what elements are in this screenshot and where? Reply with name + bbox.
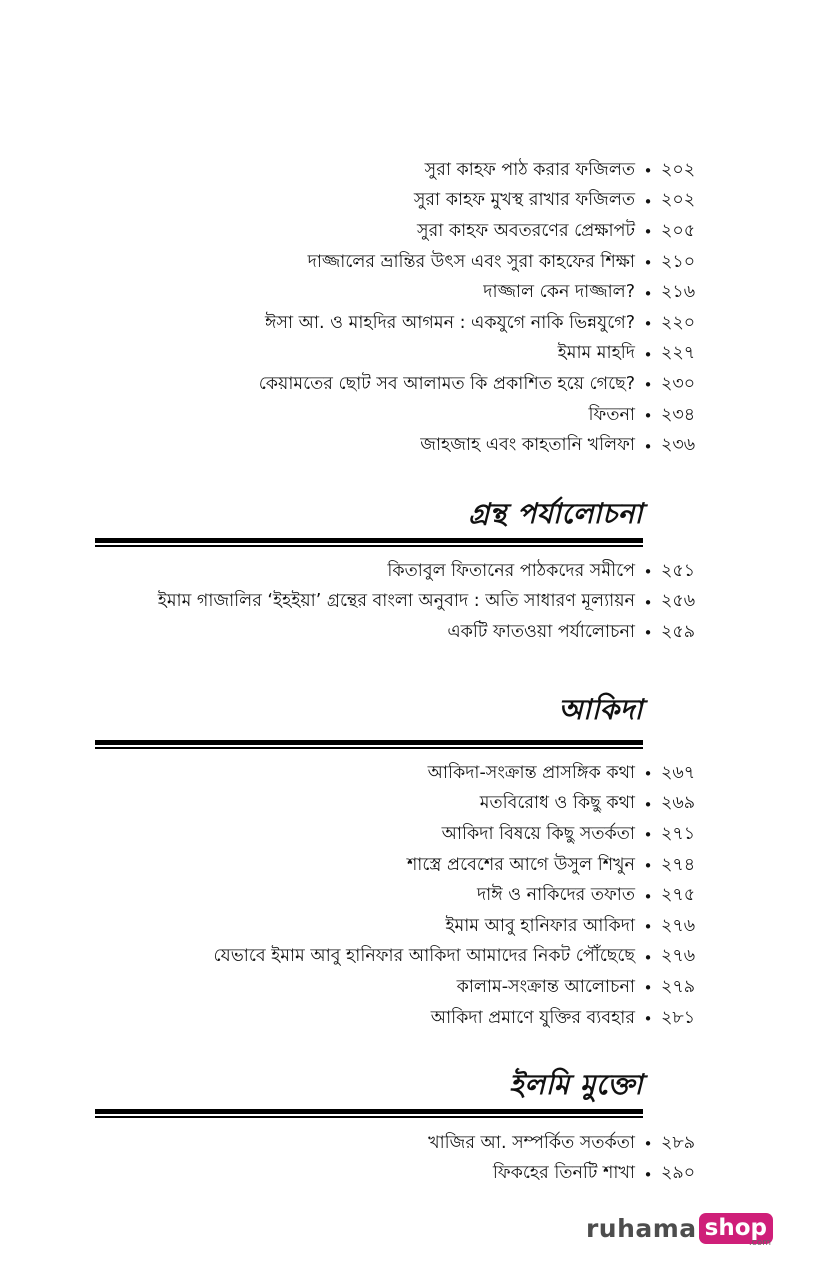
entry-page: ২২৭ bbox=[661, 343, 696, 364]
toc-entry bbox=[259, 278, 701, 309]
toc-list bbox=[214, 759, 701, 1034]
bullet: • bbox=[643, 437, 653, 456]
toc-entry bbox=[259, 340, 701, 371]
bullet: • bbox=[643, 765, 653, 784]
entry-title: সুরা কাহফ অবতরণের প্রেক্ষাপট bbox=[417, 220, 635, 241]
entry-page: ২১০ bbox=[661, 251, 696, 272]
entry-title: কেয়ামতের ছোট সব আলামত কি প্রকাশিত হয়ে গেছে? bbox=[258, 373, 635, 394]
entry-page: ২৭৫ bbox=[661, 885, 696, 906]
toc-entry bbox=[428, 1160, 701, 1191]
entry-title: খাজির আ. সম্পর্কিত সতর্কতা bbox=[428, 1132, 635, 1153]
entry-page: ২০২ bbox=[661, 159, 696, 180]
entry-page: ২৫৯ bbox=[661, 621, 696, 642]
bullet: • bbox=[643, 1010, 653, 1029]
bullet: • bbox=[643, 948, 653, 967]
entry-title: সুরা কাহফ পাঠ করার ফজিলত bbox=[424, 159, 635, 180]
toc-entry bbox=[259, 370, 701, 401]
bullet: • bbox=[643, 857, 653, 876]
entry-page: ২৭৯ bbox=[661, 976, 696, 997]
entry-page: ২৭৪ bbox=[661, 854, 696, 875]
toc-entry bbox=[428, 1129, 701, 1160]
bullet: • bbox=[643, 826, 653, 845]
bullet: • bbox=[643, 593, 653, 612]
entry-page: ২৮৯ bbox=[661, 1132, 696, 1153]
entry-title: ইমাম মাহদি bbox=[557, 343, 635, 364]
entry-title: আকিদা-সংক্রান্ত প্রাসঙ্গিক কথা bbox=[427, 762, 635, 783]
toc-entry bbox=[214, 973, 701, 1004]
entry-page: ২৭৬ bbox=[661, 915, 696, 936]
entry-page: ২৩৬ bbox=[661, 435, 696, 456]
entry-title: মতবিরোধ ও কিছু কথা bbox=[479, 793, 635, 814]
entry-title: আকিদা প্রমাণে যুক্তির ব্যবহার bbox=[430, 1007, 635, 1028]
toc-list bbox=[428, 1129, 701, 1190]
section-heading: গ্রন্থ পর্যালোচনা bbox=[468, 497, 643, 530]
entry-page: ২৬৭ bbox=[661, 762, 696, 783]
logo-word: ruhama bbox=[585, 1214, 697, 1243]
logo-badge-text: shop bbox=[704, 1215, 767, 1241]
entry-page: ২০২ bbox=[661, 190, 696, 211]
bullet: • bbox=[643, 284, 653, 303]
toc-entry bbox=[214, 943, 701, 974]
toc-entry bbox=[158, 618, 701, 649]
entry-title: দাঈ ও নাকিদের তফাত bbox=[476, 885, 635, 906]
entry-title: ফিকহের তিনটি শাখা bbox=[492, 1163, 635, 1184]
bullet: • bbox=[643, 254, 653, 273]
entry-page: ২১৬ bbox=[661, 282, 696, 303]
entry-title: সুরা কাহফ মুখস্থ রাখার ফজিলত bbox=[413, 190, 635, 211]
bullet: • bbox=[643, 376, 653, 395]
entry-title: একটি ফাতওয়া পর্যালোচনা bbox=[447, 621, 635, 642]
toc-entry bbox=[158, 588, 701, 619]
section-heading: ইলমি মুক্তো bbox=[509, 1068, 643, 1101]
logo-badge bbox=[699, 1213, 773, 1248]
entry-title: আকিদা বিষয়ে কিছু সতর্কতা bbox=[441, 823, 635, 844]
toc-entry bbox=[259, 431, 701, 462]
entry-page: ২৩০ bbox=[661, 373, 696, 394]
entry-title: ফিতনা bbox=[588, 404, 635, 425]
entry-page: ২৫১ bbox=[661, 560, 696, 581]
entry-page: ২৭১ bbox=[661, 823, 696, 844]
entry-title: কিতাবুল ফিতানের পাঠকদের সমীপে bbox=[387, 560, 635, 581]
toc-entry bbox=[259, 217, 701, 248]
entry-page: ২৬৯ bbox=[661, 793, 696, 814]
entry-page: ২৯০ bbox=[661, 1163, 696, 1184]
bullet: • bbox=[643, 407, 653, 426]
entry-title: দাজ্জালের ভ্রান্তির উৎস এবং সুরা কাহফের শিক্ষা bbox=[307, 251, 635, 272]
entry-page: ২৮১ bbox=[661, 1007, 696, 1028]
toc-entry bbox=[259, 187, 701, 218]
section-divider bbox=[95, 1109, 643, 1118]
bullet: • bbox=[643, 345, 653, 364]
toc-entry bbox=[214, 790, 701, 821]
section-divider bbox=[95, 538, 643, 547]
toc-list bbox=[158, 557, 701, 649]
bullet: • bbox=[643, 979, 653, 998]
bullet: • bbox=[643, 887, 653, 906]
entry-title: কালাম-সংক্রান্ত আলোচনা bbox=[456, 976, 635, 997]
entry-title: ইমাম আবু হানিফার আকিদা bbox=[445, 915, 635, 936]
toc-entry bbox=[214, 1004, 701, 1035]
toc-list-continued bbox=[259, 156, 701, 462]
toc-entry bbox=[259, 156, 701, 187]
bullet: • bbox=[643, 315, 653, 334]
section-heading: আকিদা bbox=[558, 693, 643, 726]
bullet: • bbox=[643, 192, 653, 211]
bullet: • bbox=[643, 1135, 653, 1154]
entry-title: ঈসা আ. ও মাহদির আগমন : একযুগে নাকি ভিন্নযুগে? bbox=[265, 312, 635, 333]
toc-entry bbox=[259, 309, 701, 340]
entry-page: ২২০ bbox=[661, 312, 696, 333]
toc-entry bbox=[214, 881, 701, 912]
bullet: • bbox=[643, 162, 653, 181]
section-divider bbox=[95, 740, 643, 749]
bullet: • bbox=[643, 918, 653, 937]
bullet: • bbox=[643, 223, 653, 242]
ruhamashop-logo bbox=[585, 1213, 773, 1248]
toc-entry bbox=[214, 820, 701, 851]
entry-title: দাজ্জাল কেন দাজ্জাল? bbox=[483, 282, 635, 303]
bullet: • bbox=[643, 624, 653, 643]
toc-entry bbox=[259, 248, 701, 279]
bullet: • bbox=[643, 563, 653, 582]
toc-entry bbox=[158, 557, 701, 588]
logo-domain: .com bbox=[748, 1238, 771, 1248]
toc-entry bbox=[214, 759, 701, 790]
entry-page: ২৩৪ bbox=[661, 404, 696, 425]
entry-page: ২৭৬ bbox=[661, 946, 696, 967]
entry-page: ২৫৬ bbox=[661, 591, 696, 612]
toc-entry bbox=[259, 401, 701, 432]
toc-entry bbox=[214, 851, 701, 882]
entry-title: যেভাবে ইমাম আবু হানিফার আকিদা আমাদের নিকট পৌঁছেছে bbox=[213, 946, 635, 967]
bullet: • bbox=[643, 1165, 653, 1184]
entry-page: ২০৫ bbox=[661, 220, 696, 241]
entry-title: শাস্ত্রে প্রবেশের আগে উসুল শিখুন bbox=[406, 854, 635, 875]
entry-title: ইমাম গাজালির ‘ইহইয়া’ গ্রন্থের বাংলা অনুবাদ : অতি সাধারণ মূল্যায়ন bbox=[157, 591, 635, 612]
bullet: • bbox=[643, 795, 653, 814]
entry-title: জাহজাহ এবং কাহতানি খলিফা bbox=[420, 435, 635, 456]
toc-entry bbox=[214, 912, 701, 943]
